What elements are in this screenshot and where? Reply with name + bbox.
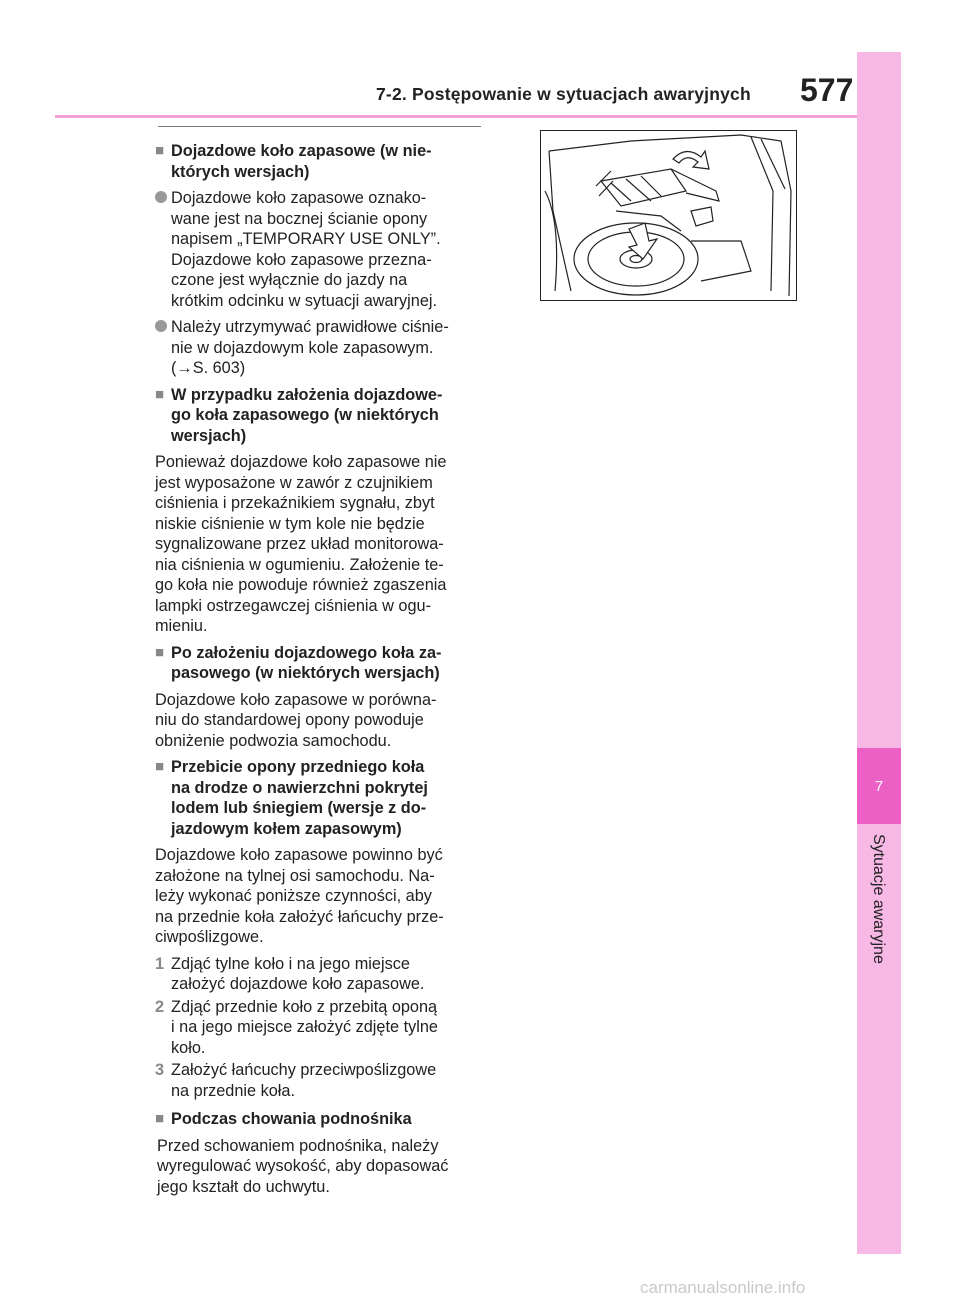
section-title-jack-storage (155, 1109, 481, 1130)
chapter-side-tab (857, 52, 901, 1254)
text-line: leży wykonać poniższe czynności, aby (155, 887, 432, 905)
title-line: Podczas chowania podnośnika (171, 1110, 412, 1128)
square-bullet-icon: ■ (155, 758, 165, 775)
step-3 (155, 1060, 481, 1101)
chapter-title: Sytuacje awaryjne (870, 834, 887, 964)
step-1 (155, 954, 481, 995)
main-text-column (155, 126, 481, 1203)
title-line: których wersjach) (171, 162, 310, 181)
text-line: założone na tylnej osi samochodu. Na- (155, 866, 435, 885)
text-line: go koła nie powoduje również zgaszenia (155, 576, 447, 594)
text-line: Dojazdowe koło zapasowe w porówna- (155, 690, 437, 709)
text-line: Należy utrzymywać prawidłowe ciśnie- (171, 318, 449, 336)
text-line: ciśnienia i przekaźnikiem sygnału, zbyt (155, 494, 435, 512)
text-line: obniżenie podwozia samochodu. (155, 731, 392, 750)
text-line: na przednie koła założyć łańcuchy prze- (155, 907, 444, 926)
square-bullet-icon: ■ (155, 385, 165, 403)
square-bullet-icon: ■ (155, 142, 165, 159)
bullet-pressure (155, 317, 481, 379)
text-line: niu do standardowej opony powoduje (155, 711, 424, 729)
title-line: Po założeniu dojazdowego koła za- (171, 643, 442, 662)
text-line: na przednie koła. (171, 1081, 296, 1100)
section-title-front-puncture (155, 757, 481, 839)
trunk-jack-drawing (541, 131, 795, 299)
page-number: 577 (800, 72, 854, 108)
text-line: czone jest wyłącznie do jazdy na (171, 271, 408, 289)
step-number: 1 (155, 954, 165, 973)
text-line: Dojazdowe koło zapasowe powinno być (155, 846, 443, 864)
text-line: założyć dojazdowe koło zapasowe. (171, 975, 425, 993)
chapter-number-badge (857, 748, 901, 824)
text-line: Założyć łańcuchy przeciwpoślizgowe (171, 1061, 437, 1079)
text-line: niskie ciśnienie w tym kole nie będzie (155, 514, 425, 533)
text-line: mieniu. (155, 617, 208, 635)
text-line: wane jest na bocznej ścianie opony (171, 209, 428, 228)
column-top-rule (158, 126, 481, 137)
square-bullet-icon: ■ (155, 1110, 165, 1127)
text-line: Zdjąć przednie koło z przebitą oponą (171, 997, 438, 1016)
text-line: nia ciśnienia w ogumieniu. Założenie te- (155, 555, 444, 574)
text-line: i na jego miejsce założyć zdjęte tylne (171, 1018, 438, 1036)
section-title-spare-wheel (155, 141, 481, 182)
step-number: 2 (155, 997, 165, 1016)
text-line: nie w dojazdowym kole zapasowym. (171, 338, 434, 357)
text-line: Ponieważ dojazdowe koło zapasowe nie (155, 453, 447, 471)
paragraph-tpms (155, 452, 481, 637)
text-line: sygnalizowane przez układ monitorowa- (155, 535, 444, 553)
text-line: Dojazdowe koło zapasowe oznako- (171, 189, 427, 207)
title-line: na drodze o nawierzchni pokrytej (171, 778, 428, 797)
circle-bullet-icon (155, 191, 167, 203)
paragraph-chains (155, 845, 481, 948)
step-2 (155, 997, 481, 1059)
page-reference: (→S. 603) (171, 359, 246, 377)
title-line: pasowego (w niektórych wersjach) (171, 664, 440, 682)
text-line: Zdjąć tylne koło i na jego miejsce (171, 954, 410, 973)
text-line: koło. (171, 1038, 206, 1057)
title-line: jazdowym kołem zapasowym) (171, 819, 402, 838)
paragraph-jack (155, 1136, 481, 1198)
watermark: carmanualsonline.info (640, 1278, 806, 1297)
text-line: Przed schowaniem podnośnika, należy (157, 1136, 439, 1155)
text-line: Dojazdowe koło zapasowe przezna- (171, 250, 432, 269)
chapter-number: 7 (874, 777, 884, 795)
title-line: go koła zapasowego (w niektórych (171, 406, 439, 424)
title-line: Dojazdowe koło zapasowe (w nie- (171, 142, 432, 160)
square-bullet-icon: ■ (155, 643, 165, 661)
paragraph-lowered (155, 690, 481, 752)
text-line: jego kształt do uchwytu. (157, 1177, 330, 1196)
section-title-after-fitting (155, 643, 481, 684)
text-line: jest wyposażone w zawór z czujnikiem (155, 473, 433, 492)
text-line: krótkim odcinku w sytuacji awaryjnej. (171, 291, 438, 310)
jack-storage-illustration (540, 130, 797, 301)
header-divider (55, 115, 901, 118)
text-line: ciwpoślizgowe. (155, 928, 264, 946)
step-number: 3 (155, 1061, 165, 1079)
title-line: W przypadku założenia dojazdowe- (171, 385, 443, 404)
section-header: 7-2. Postępowanie w sytuacjach awaryjnych (376, 84, 751, 104)
text-line: napisem „TEMPORARY USE ONLY”. (171, 230, 441, 248)
title-line: Przebicie opony przedniego koła (171, 758, 425, 776)
title-line: lodem lub śniegiem (wersje z do- (171, 799, 427, 817)
circle-bullet-icon (155, 320, 167, 332)
section-title-fitting-spare (155, 385, 481, 447)
bullet-temporary-use (155, 188, 481, 311)
title-line: wersjach) (171, 426, 247, 445)
text-line: wyregulować wysokość, aby dopasować (157, 1157, 449, 1175)
text-line: lampki ostrzegawczej ciśnienia w ogu- (155, 596, 431, 615)
